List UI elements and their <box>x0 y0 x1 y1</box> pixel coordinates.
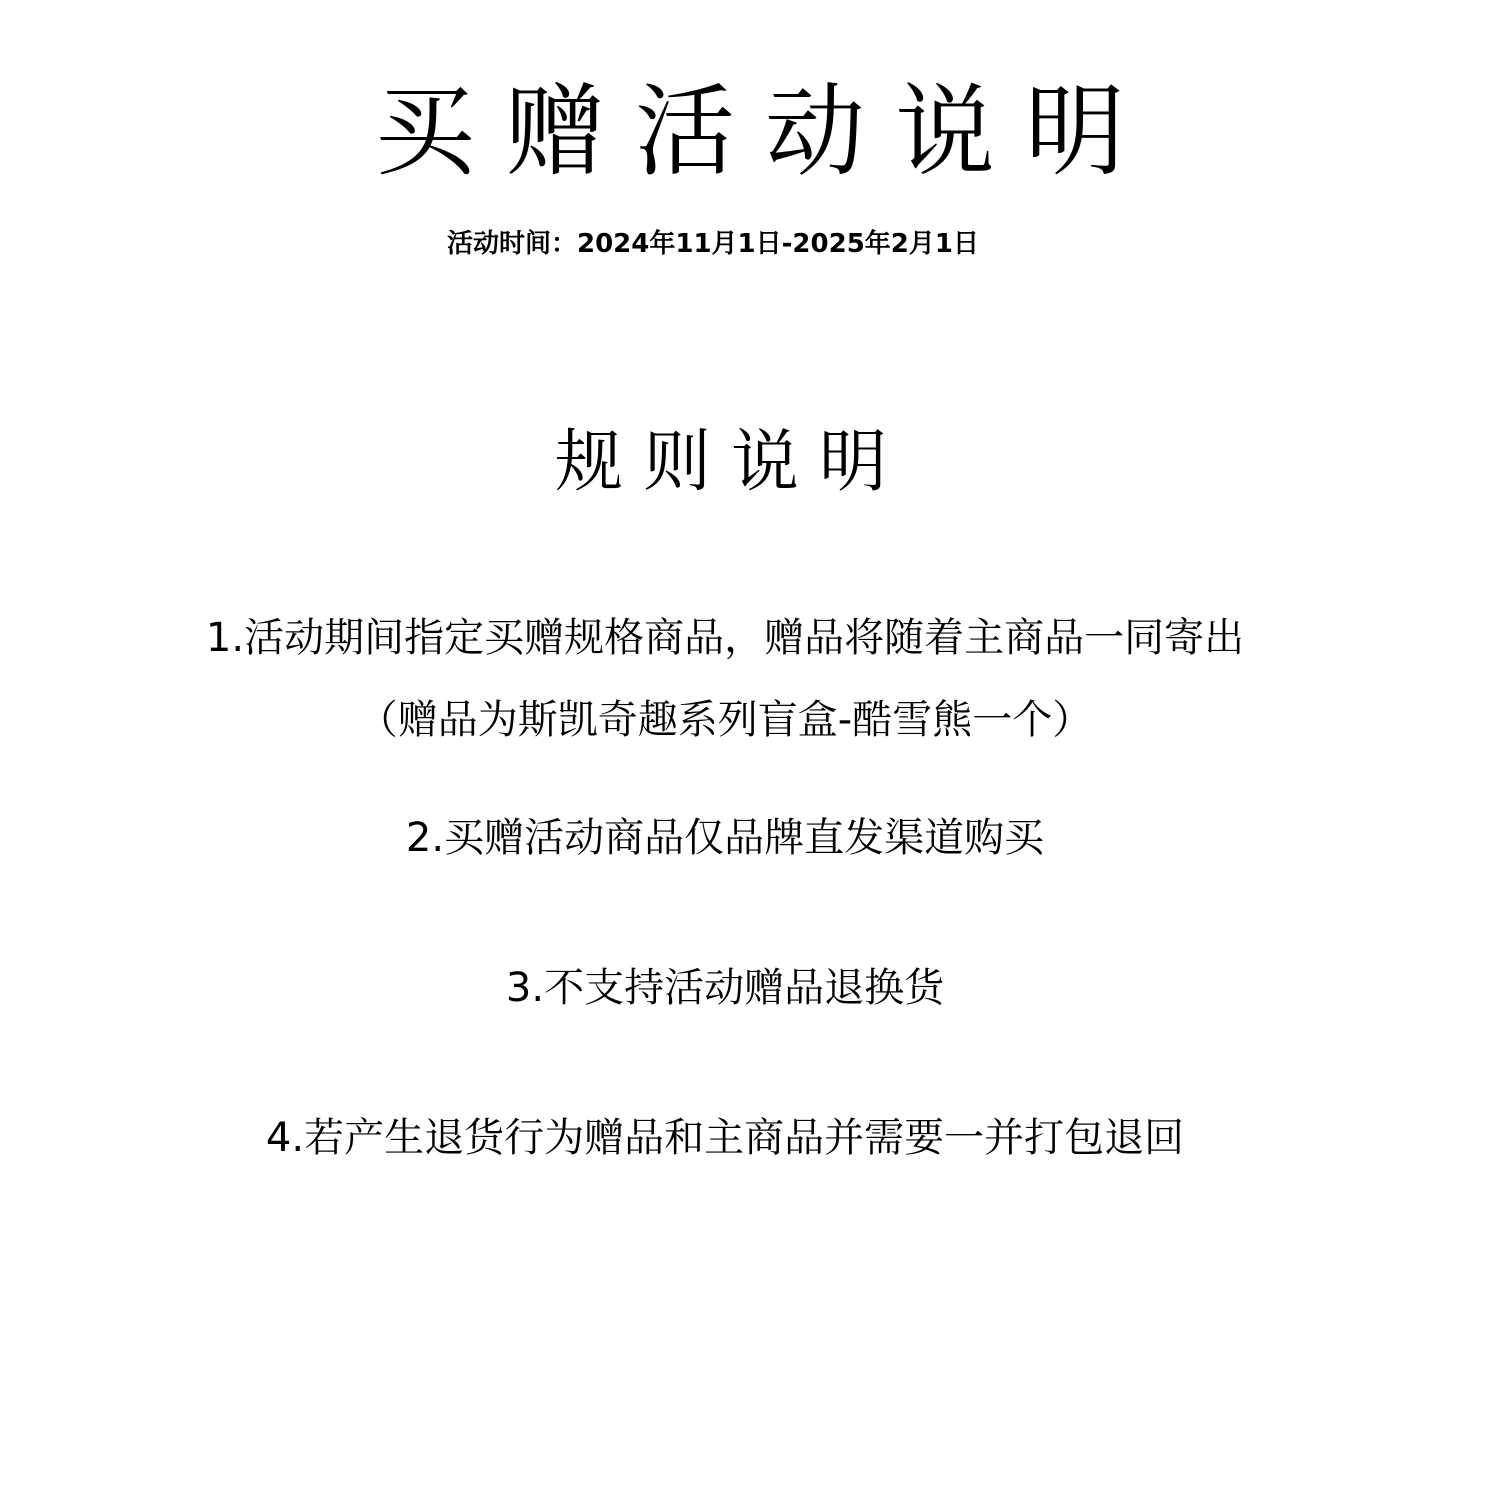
page-title: 买赠活动说明 <box>375 73 1155 190</box>
rules-heading: 规则说明 <box>554 423 907 502</box>
rule-item-2: 2.买赠活动商品仅品牌直发渠道购买 <box>405 815 1045 861</box>
rule-item-1: 1.活动期间指定买赠规格商品，赠品将随着主商品一同寄出 <box>205 615 1245 661</box>
rule-item-3: 3.不支持活动赠品退换货 <box>505 965 945 1011</box>
rule-item-4: 4.若产生退货行为赠品和主商品并需要一并打包退回 <box>265 1115 1185 1161</box>
rule-item-1-note: （赠品为斯凯奇趣系列盲盒-酷雪熊一个） <box>357 697 1093 743</box>
activity-period: 活动时间：2024年11月1日-2025年2月1日 <box>447 229 979 259</box>
